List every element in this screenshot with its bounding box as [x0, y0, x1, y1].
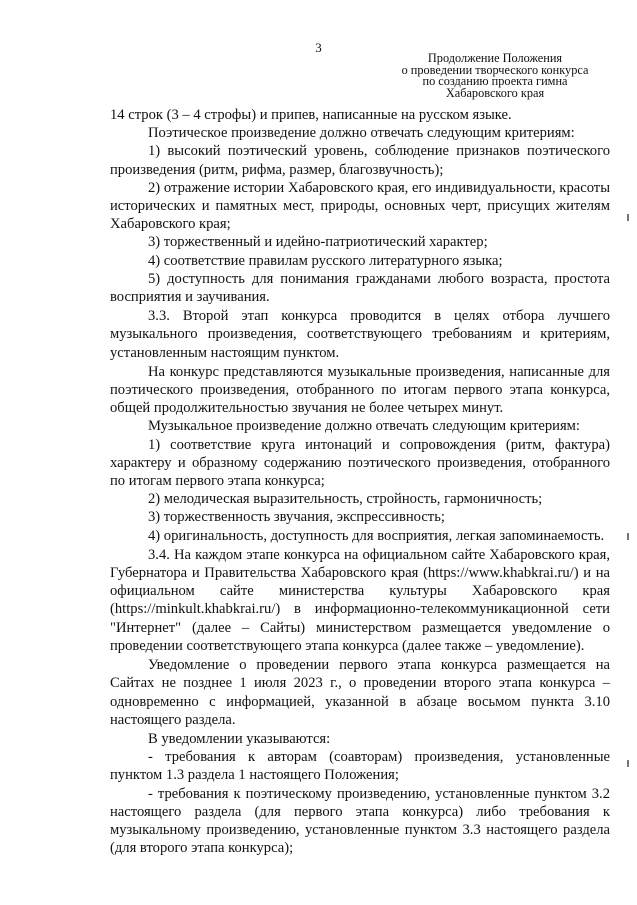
header-line: Хабаровского края [445, 85, 545, 100]
list-item: - требования к поэтическому произведению, установленные пунктом 3.2 настоящего раздела (для первого этапа конкурса) либо требования к музыкальному произведению, установленные пунктом 3.3 настоящего раздела (для второго этапа конкурса); [110, 785, 610, 857]
header-line: по созданию проекта гимна [422, 74, 568, 88]
scan-mark [627, 760, 629, 767]
document-body [110, 106, 610, 857]
criteria-item: 4) соответствие правилам русского литературного языка; [148, 252, 503, 269]
header-line: Продолжение Положения [427, 51, 563, 65]
paragraph: Уведомление о проведении первого этапа конкурса размещается на Сайтах не позднее 1 июля 2023 г., о проведении второго этапа конкурса – одновременно с информацией, указанной в абзаце восьмом пункта 3.10 настоящего раздела. [110, 657, 610, 728]
paragraph: В уведомлении указываются: [148, 730, 331, 747]
page-number: 3 [315, 40, 322, 55]
criteria-item: 1) соответствие круга интонаций и сопровождения (ритм, фактура) характеру и образному содержанию поэтического произведения, отобранного по итогам первого этапа конкурса; [110, 436, 610, 490]
criteria-item: 1) высокий поэтический уровень, соблюдение признаков поэтического произведения (ритм, рифма, размер, благозвучность); [110, 143, 610, 178]
scan-mark [627, 533, 629, 540]
paragraph: 14 строк (3 – 4 строфы) и припев, написанные на русском языке. [110, 107, 512, 123]
criteria-item: 3) торжественность звучания, экспрессивность; [148, 509, 445, 526]
paragraph: На конкурс представляются музыкальные произведения, написанные для поэтического произведения, отобранного по итогам первого этапа конкурса, общей продолжительностью звучания не более четырех минут. [110, 363, 610, 417]
criteria-item: 5) доступность для понимания гражданами любого возраста, простота восприятия и заучивания. [110, 270, 610, 306]
criteria-item: 2) отражение истории Хабаровского края, его индивидуальности, красоты исторических и памятных мест, природы, основных черт, присущих жителям Хабаровского края; [110, 179, 610, 233]
scan-mark [627, 214, 629, 221]
paragraph: Поэтическое произведение должно отвечать следующим критериям: [148, 125, 575, 142]
list-item: - требования к авторам (соавторам) произведения, установленные пунктом 1.3 раздела 1 настоящего Положения; [110, 749, 610, 784]
criteria-item: 4) оригинальность, доступность для восприятия, легкая запоминаемость. [148, 527, 605, 544]
paragraph: Музыкальное произведение должно отвечать следующим критериям: [148, 418, 580, 435]
header-line: о проведении творческого конкурса [401, 62, 589, 77]
document-header-note [400, 53, 590, 99]
criteria-item: 2) мелодическая выразительность, стройность, гармоничность; [148, 491, 543, 508]
section-paragraph: 3.3. Второй этап конкурса проводится в целях отбора лучшего музыкального произведения, соответствующего требованиям и критериям, установленным настоящим пунктом. [110, 308, 610, 361]
section-paragraph: 3.4. На каждом этапе конкурса на официальном сайте Хабаровского края, Губернатора и Правительства Хабаровского края (https://www.khabkrai.ru/) и на официальном сайте министерства культуры Хабаровского края (https://minkult.khabkrai.ru/) в информационно-телекоммуникационной сети "Интернет" (далее – Сайты) министерством размещается уведомление о проведении соответствующего этапа конкурса (далее также – уведомление). [110, 546, 610, 654]
criteria-item: 3) торжественный и идейно-патриотический характер; [148, 234, 488, 251]
